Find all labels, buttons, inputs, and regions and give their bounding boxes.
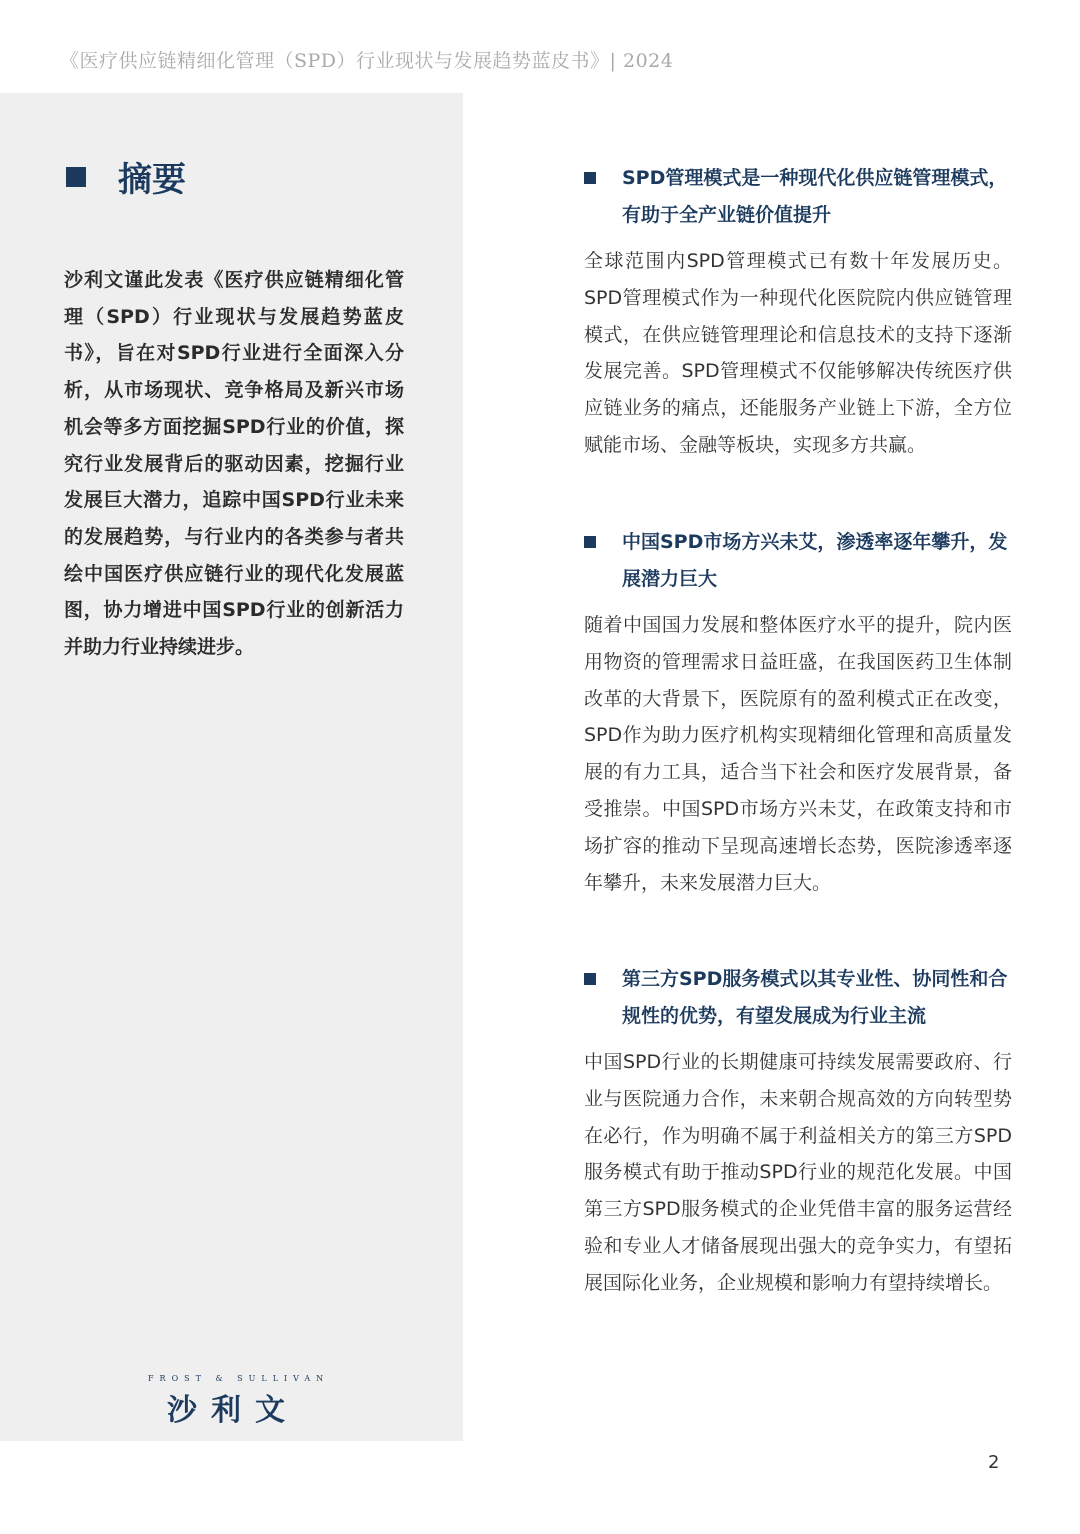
section-body: 随着中国国力发展和整体医疗水平的提升，院内医用物资的管理需求日益旺盛，在我国医药卫生体制改革的大背景下，医院原有的盈利模式正在改变，SPD作为助力医疗机构实现精细化管理和高质量发展的有力工具，适合当下社会和医疗发展背景，备受推崇。中国SPD市场方兴未艾，在政策支持和市场扩容的推动下呈现高速增长态势，医院渗透率逐年攀升，未来发展潜力巨大。 bbox=[584, 614, 1012, 894]
summary-heading bbox=[66, 152, 186, 201]
running-header: 《医疗供应链精细化管理（SPD）行业现状与发展趋势蓝皮书》| 2024 bbox=[60, 50, 674, 72]
section-title: SPD管理模式是一种现代化供应链管理模式，有助于全产业链价值提升 bbox=[622, 167, 1008, 226]
square-bullet-icon bbox=[66, 167, 86, 187]
section-3 bbox=[584, 961, 1012, 1302]
summary-title: 摘要 bbox=[118, 160, 186, 200]
square-bullet-icon bbox=[584, 536, 596, 548]
section-2 bbox=[584, 524, 1012, 901]
section-1 bbox=[584, 160, 1012, 464]
logo-english: FROST & SULLIVAN bbox=[148, 1374, 330, 1383]
section-heading bbox=[584, 524, 1012, 597]
page-number: 2 bbox=[988, 1452, 1000, 1473]
section-body: 中国SPD行业的长期健康可持续发展需要政府、行业与医院通力合作，未来朝合规高效的方向转型势在必行，作为明确不属于利益相关方的第三方SPD服务模式有助于推动SPD行业的规范化发展。中国第三方SPD服务模式的企业凭借丰富的服务运营经验和专业人才储备展现出强大的竞争实力，有望拓展国际化业务，企业规模和影响力有望持续增长。 bbox=[584, 1051, 1012, 1294]
section-title: 中国SPD市场方兴未艾，渗透率逐年攀升，发展潜力巨大 bbox=[622, 531, 1008, 590]
section-body: 全球范围内SPD管理模式已有数十年发展历史。SPD管理模式作为一种现代化医院院内供应链管理模式，在供应链管理理论和信息技术的支持下逐渐发展完善。SPD管理模式不仅能够解决传统医疗供应链业务的痛点，还能服务产业链上下游，全方位赋能市场、金融等板块，实现多方共赢。 bbox=[584, 250, 1012, 456]
square-bullet-icon bbox=[584, 973, 596, 985]
section-title: 第三方SPD服务模式以其专业性、协同性和合规性的优势，有望发展成为行业主流 bbox=[622, 968, 1008, 1027]
section-heading bbox=[584, 961, 1012, 1034]
company-logo bbox=[148, 1374, 330, 1429]
square-bullet-icon bbox=[584, 172, 596, 184]
summary-intro: 沙利文谨此发表《医疗供应链精细化管理（SPD）行业现状与发展趋势蓝皮书》，旨在对SPD行业进行全面深入分析，从市场现状、竞争格局及新兴市场机会等多方面挖掘SPD行业的价值，探究行业发展背后的驱动因素，挖掘行业发展巨大潜力，追踪中国SPD行业未来的发展趋势，与行业内的各类参与者共绘中国医疗供应链行业的现代化发展蓝图，协力增进中国SPD行业的创新活力并助力行业持续进步。 bbox=[64, 269, 404, 659]
section-heading bbox=[584, 160, 1012, 233]
logo-chinese: 沙利文 bbox=[167, 1393, 299, 1428]
